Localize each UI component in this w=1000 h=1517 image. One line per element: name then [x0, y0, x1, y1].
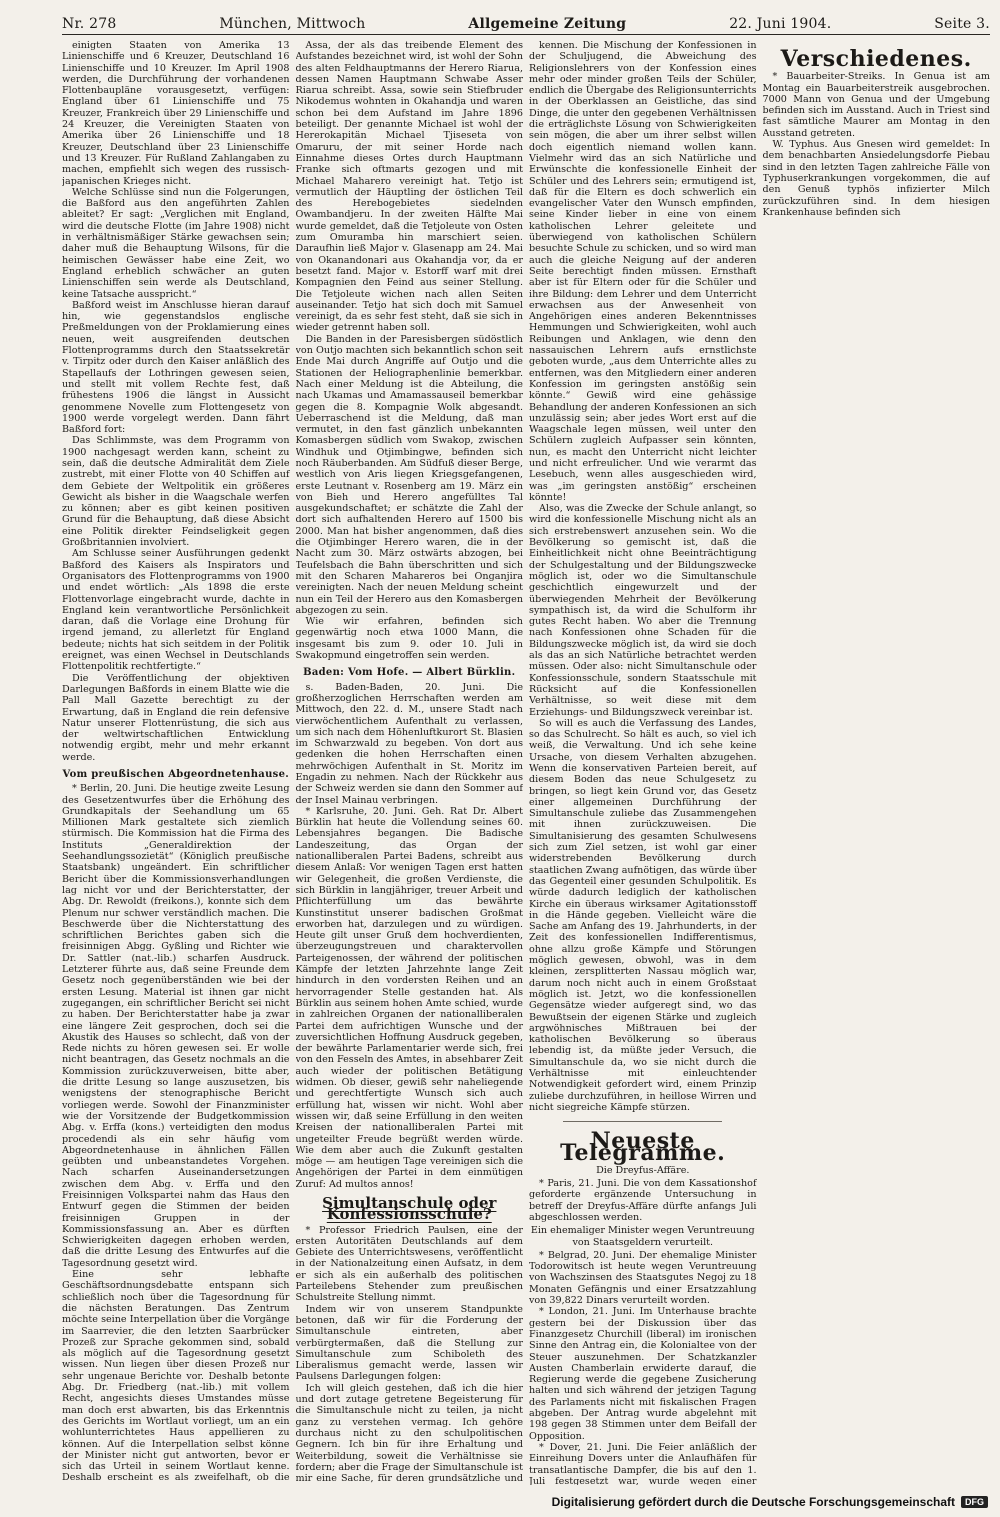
- footer-text: Digitalisierung gefördert durch die Deutsche Forschungsgemeinschaft: [551, 1495, 955, 1509]
- paragraph: So will es auch die Verfassung des Landes, so das Schulrecht. So hält es auch, so viel ich weiß, die Verwaltung. Und ich sehe keine Ursache, von diesem Verhalten abzugehen. Wenn die konservativen Parteien bereit, auf diesem Boden das neue Schulgesetz zu bringen, so liegt kein Grund vor, das Gesetz einer allgemeinen Durchführung der Simultanschule zuliebe das Zusammengehen mit ihnen zurückzuweisen. Die Simultanisierung des gesamten Schulwesens sich zum Ziel setzen, ist wohl gar einer widerstrebenden Bevölkerung durch staatlichen Zwang aufnötigen, das würde über das Gegenteil einer gesunden Schulpolitik. Es würde dadurch lediglich der katholischen Kirche ein überaus wirksamer Agitationsstoff in die Hände gegeben. Vielleicht wäre die Sache am Anfang des 19. Jahrhunderts, in der Zeit des konfessionellen Indifferentismus, ohne allzu große Kämpfe und Störungen möglich gewesen, obwohl, was in dem kleinen, zersplitterten Nassau möglich war, darum noch nicht auch in einem Großstaat möglich ist. Jetzt, wo die konfessionellen Gegensätze wieder aufgeregt sind, wo das Bewußtsein der eigenen Stärke und zugleich argwöhnisches Mißtrauen bei der katholischen Bevölkerung so überaus lebendig ist, da müßte jeder Versuch, die Simultanschule da, wo sie nicht durch die Verhältnisse mit einleuchtender Notwendigkeit gefordert wird, einem Prinzip zuliebe durchzuführen, in heillose Wirren und nicht siegreiche Kämpfe stürzen.: [529, 717, 757, 1113]
- paragraph: * Berlin, 20. Juni. Die heutige zweite Lesung des Gesetzentwurfes über die Erhöhung des Grundkapitals der Seehandlung um 65 Millionen Mark gestaltete sich ziemlich stürmisch. Die Kommission hat die Firma des Instituts „Generaldirektion der Seehandlungssozietät“ (Königlich preußische Staatsbank) ungeändert. Ein schriftlicher Bericht über die Kommissionsverhandlungen lag nicht vor und der Berichterstatter, der Abg. Dr. Rewoldt (freikons.), konnte sich dem Plenum nur schwer verständlich machen. Die Beschwerde über die Nichterstattung des schriftlichen Berichtes gaben sich die freisinnigen Abgg. Gyßling und Richter wie Dr. Sattler (nat.-lib.) scharfen Ausdruck. Letzterer führte aus, daß seine Freunde dem Gesetz noch gegenüberständen wie bei der ersten Lesung. Material ist ihnen gar nicht zugegangen, ein schriftlicher Bericht sei nicht zu haben. Der Berichterstatter habe ja zwar eine längere Zeit gesprochen, doch sei die Akustik des Hauses so schlecht, daß von der Rede nichts zu hören gewesen sei. Er wolle nicht beantragen, das Gesetz nochmals an die Kommission zurückzuverweisen, bitte aber, die dritte Lesung so lange auszusetzen, bis wenigstens der stenographische Bericht vorliegen werde. Sowohl der Finanzminister wie der Vorsitzende der Budgetkommission Abg. v. Erffa (kons.) verteidigten den modus procedendi als ein sehr häufig vom Abgeordnetenhause in ähnlichen Fällen geübten und unbeanstandetes Vorgehen. Nach scharfen Auseinandersetzungen zwischen dem Abg. v. Erffa und den Freisinnigen Volkspartei nahm das Haus den Entwurf gegen die Stimmen der beiden freisinnigen Gruppen in der Kommissionsfassung an. Aber es dürften Schwierigkeiten dagegen erhoben werden, daß die dritte Lesung des Entwurfes auf die Tagesordnung gesetzt wird.: [62, 783, 290, 1269]
- paragraph: Indem wir von unserem Standpunkte betonen, daß wir für die Forderung der Simultanschule eintreten, aber verbürgtermaßen, daß die Stellung zur Simultanschule zum Schiboleth des Liberalismus gemacht werde, lassen wir Paulsens Darlegungen folgen:: [295, 1303, 523, 1383]
- paragraph: kennen. Die Mischung der Konfessionen in der Schuljugend, die Abweichung des Religionslehrers von der Konfession eines mehr oder minder großen Teils der Schüler, endlich die Übergabe des Religionsunterrichts in der Oberklassen an Geistliche, das sind Dinge, die unter den gegebenen Verhältnissen die erträglichste Lösung von Schwierigkeiten sein mögen, die aber um ihrer selbst willen doch eigentlich niemand wollen kann. Vielmehr wird das an sich Natürliche und Erwünschte die konfessionelle Einheit der Schüler und des Lehrers sein; ermutigend ist, daß für die Eltern es doch schwerlich ein evangelischer Vater den Wunsch empfinden, seine Kinder lieber in eine von einem katholischen Lehrer geleitete und überwiegend von katholischen Schülern besuchte Schule zu schicken, und so wird man auch die gleiche Neigung auf der anderen Seite berechtigt finden müssen. Ernsthaft aber ist für Eltern oder für die Schüler und ihre Bildung: dem Lehrer und dem Unterricht erwachsen aus der Anwesenheit von Angehörigen eines anderen Bekenntnisses Hemmungen und Schwierigkeiten, wohl auch Reibungen und Anklagen, wie denn den nassauischen Lehrern aufs ernstlichste geboten wurde, „aus dem Unterrichte alles zu entfernen, was den Mitgliedern einer anderen Konfession im geringsten anstößig sein könnte.“ Gewiß wird eine gehässige Behandlung der anderen Konfessionen an sich unzulässig sein; aber jedes Wort erst auf die Waagschale legen müssen, weil unter den Schülern zugleich Aufpasser sein könnten, nun, es macht den Unterricht nicht leichter und nicht erfreulicher. Und wie verarmt das Lesebuch, wenn alles ausgeschieden wird, was „im geringsten anstößig“ erscheinen könnte!: [529, 40, 757, 503]
- paragraph: Das Schlimmste, was dem Programm von 1900 nachgesagt werden kann, scheint zu sein, daß die deutsche Admiralität dem Ziele zustrebt, mit einer Flotte von 40 Schiffen auf dem Gebiete der Weltpolitik ein größeres Gewicht als bisher in die Waagschale werfen zu können; aber es gibt keinen positiven Grund für die Behauptung, daß diese Absicht eine Politik direkter Feindseligkeit gegen Großbritannien involviert.: [62, 435, 290, 549]
- paragraph: Assa, der als das treibende Element des Aufstandes bezeichnet wird, ist wohl der Sohn des alten Feldhauptmanns der Herero Riarua, dessen Namen Hauptmann Schwabe Asser Riarua schreibt. Assa, sowie sein Stiefbruder Nikodemus wohnten in Okahandja und waren schon bei dem Aufstand im Jahre 1896 beteiligt. Der genannte Michael ist wohl der Hererokapitän Michael Tjiseseta von Omaruru, der mit seiner Horde nach Einnahme dieses Ortes durch Hauptmann Franke sich oftmarts gezogen und mit Michael Maharero vereinigt hat. Tetjo ist vermutlich der Häuptling der östlichen Teil des Herebogebietes siedelnden Owambandjeru. In der zweiten Hälfte Mai wurde gemeldet, daß die Tetjoleute von Osten zum Omuramba hin marschiert seien. Daraufhin ließ Major v. Glasenapp am 24. Mai von Okanandonari aus Okahandja vor, da er besetzt fand. Major v. Estorff warf mit drei Kompagnien den Feind aus seiner Stellung. Die Tetjoleute wichen nach allen Seiten auseinander. Tetjo hat sich doch mit Samuel vereinigt, da es sehr fest steht, daß sie sich in wieder getrennt haben soll.: [295, 40, 523, 334]
- section-divider: [563, 1121, 722, 1122]
- column-3: [529, 40, 757, 1485]
- paragraph: * Dover, 21. Juni. Die Feier anläßlich der Einreihung Dovers unter die Anlaufhäfen für transatlantische Dampfer, die bis auf den 1. Juli festgesetzt war, wurde wegen einer: [529, 1441, 757, 1485]
- section-heading: Neueste Telegramme.: [560, 1128, 726, 1166]
- paragraph: * Belgrad, 20. Juni. Der ehemalige Minister Todorowitsch ist heute wegen Veruntreuung von Wachszinsen des Staatsgutes Negoj zu 18 Monaten Gefängnis und einer Ersatzzahlung von 39,822 Dinars verurteilt worden.: [529, 1249, 757, 1307]
- digitization-footer: [552, 1493, 988, 1511]
- paragraph: Eine sehr lebhafte Geschäftsordnungsdebatte entspann sich schließlich noch über die Tagesordnung für die nächsten Beratungen. Das Zentrum möchte seine Interpellation über die Vorgänge im Saarrevier, die den letzten Saarbrücker Prozeß zur Sprache gekommen sind, sobald als möglich auf die Tagesordnung gesetzt wissen. Nun liegen über diesen Prozeß nur sehr ungenaue Berichte vor. Deshalb betonte Abg. Dr. Friedberg (nat.-lib.) mit vollem Recht, angesichts dieses Umstandes müsse man doch erst abwarten, bis das Erkenntnis des Gerichts im Wortlaut vorliegt, um an ein wohlunterrichtetes Haus appellieren zu können. Auf die Interpellation selbst könne der Minister nicht gut antworten, bevor er sich das Urteil in seinem Wortlaut kenne. Deshalb erscheint es als zweifelhaft, ob die: [62, 1269, 290, 1484]
- issue-date: 22. Juni 1904.: [729, 16, 832, 32]
- paragraph: * Professor Friedrich Paulsen, eine der ersten Autoritäten Deutschlands auf dem Gebiete des Unterrichtswesens, veröffentlicht in der Nationalzeitung einen Aufsatz, in dem er sich als ein außerhalb des politischen Parteilebens Stehender zum preußischen Schulstreite Stellung nimmt.: [295, 1224, 523, 1304]
- masthead: [62, 10, 990, 32]
- paragraph: s. Baden-Baden, 20. Juni. Die großherzoglichen Herrschaften werden am Mittwoch, den 22. d. M., unsere Stadt nach vierwöchentlichem Aufenthalt zu verlassen, um sich nach dem Höhenluftkurort St. Blasien im Schwarzwald zu begeben. Von dort aus gedenken die hohen Herrschaften einen mehrwöchigen Aufenthalt in St. Moritz im Engadin zu nehmen. Nach der Rückkehr aus der Schweiz werden sie dann den Sommer auf der Insel Mainau verbringen.: [295, 681, 523, 806]
- paragraph: * Bauarbeiter-Streiks. In Genua ist am Montag ein Bauarbeiterstreik ausgebrochen. 7000 Mann von Genua und der Umgebung befinden sich im Ausstand. Auch in Triest sind fast sämtliche Maurer am Montag in den Ausstand getreten.: [762, 71, 990, 139]
- paragraph: einigten Staaten von Amerika 13 Linienschiffe und 6 Kreuzer, Deutschland 16 Linienschiffe und 10 Kreuzer. Im April 1908 werden, die Durchführung der vorhandenen Flottenbaupläne vorausgesetzt, verfügen: England über 61 Linienschiffe und 75 Kreuzer, Frankreich über 29 Linienschiffe und 24 Kreuzer, die Vereinigten Staaten von Amerika über 26 Linienschiffe und 18 Kreuzer, Deutschland über 23 Linienschiffe und 13 Kreuzer. Für Rußland Zahlangaben zu machen, empfiehlt sich wegen des russisch-japanischen Krieges nicht.: [62, 40, 290, 187]
- section-heading: Baden: Vom Hofe. — Albert Bürklin.: [303, 667, 516, 679]
- paragraph: Also, was die Zwecke der Schule anlangt, so wird die konfessionelle Mischung nicht als an sich erstrebenswert anzusehen sein. Wo die Bevölkerung so gemischt ist, daß die Einheitlichkeit nicht ohne Beeinträchtigung der Schulgestaltung und der Bildungszwecke möglich ist, oder wo die Simultanschule geschichtlich eingewurzelt und der überwiegenden Mehrheit der Bevölkerung sympathisch ist, da wird die Schulform ihr gutes Recht haben. Wo aber die Trennung nach Konfessionen ohne Schaden für die Bildungszwecke möglich ist, da wird sie doch als das an sich Natürliche betrachtet werden müssen. Oder also: nicht Simultanschule oder Konfessionsschule, sondern Staatsschule mit Rücksicht auf die Konfessionellen Verhältnisse, so weit diese mit dem Erziehungs- und Bildungszweck vereinbar ist.: [529, 503, 757, 718]
- paragraph: Baßford weist im Anschlusse hieran darauf hin, wie gegenstandslos englische Preßmeldungen von der Proklamierung eines neuen, weit ausgreifenden deutschen Flottenprogramms durch den Staatssekretär v. Tirpitz oder durch den Kaiser anläßlich des Stapellaufs der Lothringen gewesen seien, und stellt mit vollem Rechte fest, daß frühestens 1906 die längst in Aussicht genommene Novelle zum Flottengesetz von 1900 werde vorgelegt werden. Dann fährt Baßford fort:: [62, 299, 290, 436]
- issue-number: Nr. 278: [62, 16, 117, 32]
- paper-title: Allgemeine Zeitung: [468, 16, 627, 32]
- paragraph: Ich will gleich gestehen, daß ich die hier und dort zutage getretene Begeisterung für die Simultanschule nicht zu teilen, ja nicht ganz zu verstehen vermag. Ich gehöre durchaus nicht zu den schulpolitischen Gegnern. Ich bin für ihre Erhaltung und Weiterbildung, soweit die Verhältnisse sie fordern; aber die Frage der Simultanschule ist mir eine Sache, für deren grundsätzliche und: [295, 1382, 523, 1485]
- column-1: [62, 40, 290, 1485]
- section-heading: Vom preußischen Abgeordnetenhause.: [62, 769, 290, 780]
- section-heading: Simultanschule oder Konfessionsschule?: [322, 1193, 497, 1224]
- article-columns: [62, 40, 990, 1485]
- paragraph: * Karlsruhe, 20. Juni. Geh. Rat Dr. Albert Bürklin hat heute die Vollendung seines 60. Lebensjahres begangen. Die Badische Landeszeitung, das Organ der nationalliberalen Partei Badens, schreibt aus diesem Anlaß: Vor wenigen Tagen erst hatten wir Gelegenheit, die großen Verdienste, die sich Bürklin in langjähriger, treuer Arbeit und Pflichterfüllung um das bewährte Kunstinstitut unserer badischen Großmat erworben hat, darzulegen und zu würdigen. Heute gilt unser Gruß dem hochverdienten, überzeugungstreuen und charaktervollen Parteigenossen, der während der politischen Kämpfe der letzten Jahrzehnte lange Zeit hindurch in den vordersten Reihen und an hervorragender Stelle gestanden hat. Als Bürklin aus seinem hohen Amte schied, wurde in zahlreichen Organen der nationalliberalen Partei dem aufrichtigen Wunsche und der zuversichtlichen Hoffnung Ausdruck gegeben, der bewährte Parlamentarier werde sich, frei von den Fesseln des Amtes, in absehbarer Zeit auch wieder der politischen Betätigung widmen. Ob dieser, gewiß sehr naheliegende und gerechtfertigte Wunsch sich auch erfüllung hat, wissen wir nicht. Wohl aber wissen wir, daß seine Erfüllung in den weiten Kreisen der nationalliberalen Partei mit ungeteilter Freude begrüßt werden würde. Wie dem aber auch die Zukunft gestalten möge — am heutigen Tage vereinigen sich die Angehörigen der Partei in dem einmütigen Zuruf: Ad multos annos!: [295, 805, 523, 1190]
- page-number: Seite 3.: [934, 16, 990, 32]
- dfg-logo-icon: DFG: [961, 1496, 988, 1508]
- sub-heading: Ein ehemaliger Minister wegen Veruntreuung von Staatsgeldern verurteilt.: [530, 1225, 755, 1248]
- paragraph: * London, 21. Juni. Im Unterhause brachte gestern bei der Diskussion über das Finanzgesetz Churchill (liberal) im ironischen Sinne den Antrag ein, die Kolonialtee von der Steuer auszunehmen. Der Schatzkanzler Austen Chamberlain erwiderte darauf, die Regierung werde die gegebene Zusicherung halten und sich während der jetzigen Tagung des Parlaments nicht mit fiskalischen Fragen abgeben. Der Antrag wurde abgelehnt mit 198 gegen 38 Stimmen unter dem Beifall der Opposition.: [529, 1306, 757, 1442]
- masthead-rule: [62, 34, 990, 35]
- column-2: [296, 40, 524, 1485]
- paragraph: Wie wir erfahren, befinden sich gegenwärtig noch etwa 1000 Mann, die insgesamt bis zum 9. oder 10. Juli in Swakopmund eingetroffen sein werden.: [295, 616, 523, 662]
- paragraph: W. Typhus. Aus Gnesen wird gemeldet: In dem benachbarten Ansiedelungsdorfe Piebau sind in den letzten Tagen zahlreiche Fälle von Typhuserkrankungen vorgekommen, die auf den Genuß typhös infizierter Milch zurückzuführen sind. In dem hiesigen Krankenhause befinden sich: [762, 139, 990, 218]
- paragraph: Die Banden in der Paresisbergen südöstlich von Outjo machten sich bekanntlich schon seit Ende Mai durch Angriffe auf Outjo und die Stationen der Heliographenlinie bemerkbar. Nach einer Meldung ist die Abteilung, die nach Ukamas und Amamassauseil bemerkbar gegen die 8. Kompagnie Wolk abgesandt. Ueberraschend ist die Meldung, daß man vermutet, in den fast gänzlich unbekannten Komasbergen südlich vom Swakop, zwischen Windhuk und Otjimbingwe, befinden sich noch Räuberbanden. Am Südfuß dieser Berge, westlich von Aris liegen Kriegsgefangenen, erste Leutnant v. Rosenberg am 19. März ein von Bieh und Herero angefülltes Tal ausgekundschaftet; er schätzte die Zahl der dort sich aufhaltenden Herero auf 1500 bis 2000. Man hat bisher angenommen, daß dies die Otjimbinger Herero waren, die in der Nacht zum 30. März ostwärts abzogen, bei Teufelsbach die Bahn überschritten und sich mit den Scharen Mahareros bei Onganjira vereinigten. Nach der neuen Meldung scheint nun ein Teil der Herero aus den Komasbergen abgezogen zu sein.: [295, 333, 523, 616]
- sub-heading: Die Dreyfus-Affäre.: [596, 1164, 690, 1176]
- section-heading: Verschiedenes.: [780, 46, 972, 72]
- column-4: [763, 40, 991, 1485]
- paragraph: Welche Schlüsse sind nun die Folgerungen, die Baßford aus den angeführten Zahlen ableitet? Er sagt: „Verglichen mit England, wird die deutsche Flotte (im Jahre 1908) nicht in verhältnismäßiger Stärke gewachsen sein; daher muß die Behauptung Wilsons, für die heimischen Gewässer habe eine Zeit, wo England erheblich schwächer an guten Linienschiffen sein werde als Deutschland, keine Tatsache ausspricht.“: [62, 186, 290, 300]
- paragraph: Am Schlusse seiner Ausführungen gedenkt Baßford des Kaisers als Inspirators und Organisators des Flottenprogramms von 1900 und endet wörtlich: „Als 1898 die erste Flottenvorlage eingebracht wurde, dachte in England kein verantwortliche Persönlichkeit daran, daß die Vorlage eine Drohung für irgend jemand, zu allerletzt für England bedeute; nichts hat sich seitdem in der Politik ereignet, was einen Wechsel in Deutschlands Flottenpolitik rechtfertigte.“: [62, 548, 290, 673]
- paragraph: Die Veröffentlichung der objektiven Darlegungen Baßfords in einem Blatte wie die Pall Mall Gazette berechtigt zu der Erwartung, daß in England die rein defensive Natur unserer Flottenrüstung, die sich aus der weltwirtschaftlichen Entwicklung notwendig ergibt, mehr und mehr erkannt werde.: [62, 672, 290, 763]
- paragraph: * Paris, 21. Juni. Die von dem Kassationshof geforderte ergänzende Untersuchung in betreff der Dreyfus-Affäre dürfte anfangs Juli abgeschlossen werden.: [529, 1178, 757, 1223]
- place-day: München, Mittwoch: [219, 16, 366, 32]
